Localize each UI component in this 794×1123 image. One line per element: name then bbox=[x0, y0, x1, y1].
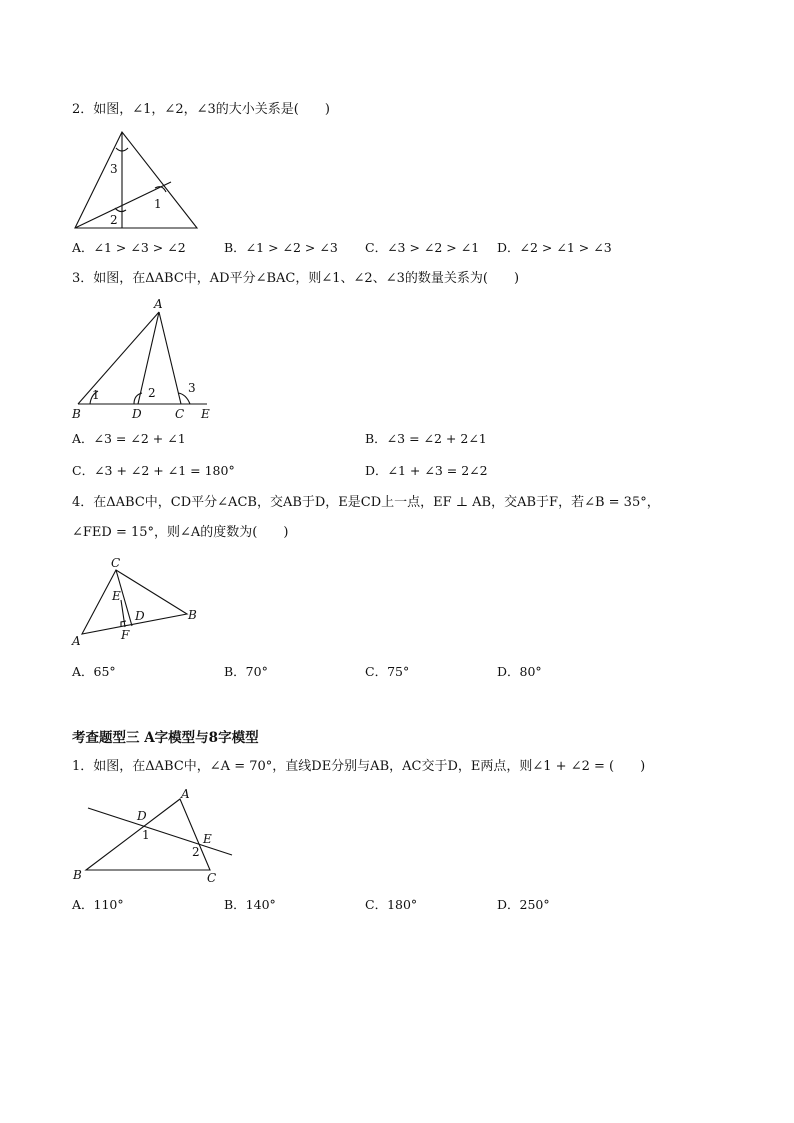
q4-option-b: B．70° bbox=[224, 664, 268, 679]
q2-option-a: A．∠1 > ∠3 > ∠2 bbox=[72, 240, 186, 255]
q3-option-b: B．∠3 = ∠2 + 2∠1 bbox=[365, 431, 487, 446]
q3-stem: 3．如图，在ΔABC中，AD平分∠BAC，则∠1、∠2、∠3的数量关系为( ) bbox=[72, 271, 520, 286]
q4-stem-line2: ∠FED = 15°，则∠A的度数为( ) bbox=[72, 525, 289, 540]
q3-angle3-label: 3 bbox=[188, 381, 196, 395]
q3-option-d: D．∠1 + ∠3 = 2∠2 bbox=[365, 463, 488, 478]
q2-option-d: D．∠2 > ∠1 > ∠3 bbox=[497, 240, 612, 255]
q3-vertex-c: C bbox=[175, 407, 185, 421]
q2-option-c: C．∠3 > ∠2 > ∠1 bbox=[365, 240, 480, 255]
q4-option-d: D．80° bbox=[497, 664, 542, 679]
s3q1-vertex-b: B bbox=[73, 868, 82, 882]
q4-option-c: C．75° bbox=[365, 664, 410, 679]
q3-vertex-b: B bbox=[72, 407, 81, 421]
q4-option-a: A．65° bbox=[72, 664, 116, 679]
q4-point-e: E bbox=[112, 589, 121, 603]
s3q1-angle2-label: 2 bbox=[192, 845, 200, 859]
s3q1-vertex-a: A bbox=[181, 787, 190, 801]
q4-point-f: F bbox=[121, 628, 130, 642]
s3q1-option-b: B．140° bbox=[224, 897, 276, 912]
q4-point-d: D bbox=[135, 609, 145, 623]
q3-angle2-label: 2 bbox=[148, 386, 156, 400]
s3q1-stem: 1．如图，在ΔABC中，∠A = 70°，直线DE分别与AB，AC交于D，E两点，则∠1 + ∠2 = ( ) bbox=[72, 759, 646, 774]
q3-option-a: A．∠3 = ∠2 + ∠1 bbox=[72, 431, 186, 446]
s3q1-point-d: D bbox=[137, 809, 147, 823]
q4-stem-line1: 4．在ΔABC中，CD平分∠ACB，交AB于D，E是CD上一点，EF ⊥ AB，交AB于F，若∠B = 35°， bbox=[72, 495, 660, 510]
q4-figure bbox=[68, 556, 218, 651]
s3q1-point-e: E bbox=[203, 832, 212, 846]
q3-figure bbox=[70, 296, 220, 421]
q3-angle1-label: 1 bbox=[92, 388, 100, 402]
s3q1-option-d: D．250° bbox=[497, 897, 550, 912]
q4-vertex-a: A bbox=[72, 634, 81, 648]
section-title: 考查题型三 A字模型与8字模型 bbox=[72, 730, 259, 746]
q2-option-b: B．∠1 > ∠2 > ∠3 bbox=[224, 240, 338, 255]
q3-option-c: C．∠3 + ∠2 + ∠1 = 180° bbox=[72, 463, 235, 478]
s3q1-option-a: A．110° bbox=[72, 897, 124, 912]
q4-vertex-c: C bbox=[111, 556, 121, 570]
q3-vertex-a: A bbox=[154, 297, 163, 311]
q3-point-e: E bbox=[201, 407, 210, 421]
q2-stem: 2．如图，∠1，∠2，∠3的大小关系是( ) bbox=[72, 102, 330, 117]
q2-angle2-label: 2 bbox=[110, 213, 118, 227]
s3q1-figure bbox=[70, 785, 240, 885]
q4-vertex-b: B bbox=[188, 608, 197, 622]
q3-point-d: D bbox=[132, 407, 142, 421]
q2-figure bbox=[70, 126, 210, 236]
s3q1-vertex-c: C bbox=[207, 871, 217, 885]
s3q1-angle1-label: 1 bbox=[142, 828, 150, 842]
s3q1-option-c: C．180° bbox=[365, 897, 418, 912]
q2-angle1-label: 1 bbox=[154, 197, 162, 211]
q2-angle3-label: 3 bbox=[110, 162, 118, 176]
